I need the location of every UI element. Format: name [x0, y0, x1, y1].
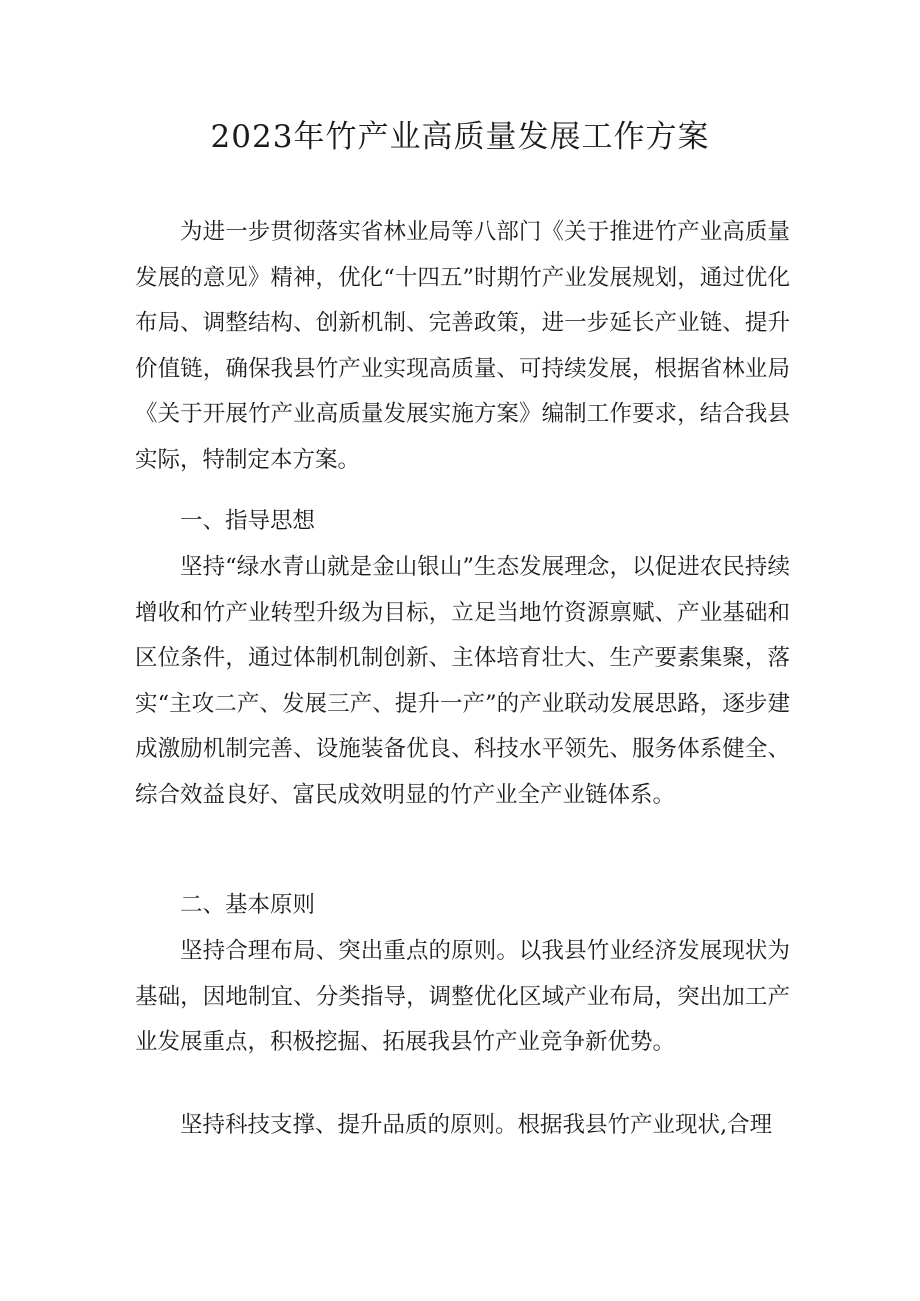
- intro-paragraph: 为进一步贯彻落实省林业局等八部门《关于推进竹产业高质量发展的意见》精神，优化“十四五”时期竹产业发展规划，通过优化布局、调整结构、创新机制、完善政策，进一步延长产业链、提升价值链，确保我县竹产业实现高质量、可持续发展，根据省林业局《关于开展竹产业高质量发展实施方案》编制工作要求，结合我县实际，特制定本方案。: [135, 219, 790, 473]
- section-1-paragraph: 坚持“绿水青山就是金山银山”生态发展理念，以促进农民持续增收和竹产业转型升级为目标，立足当地竹资源禀赋、产业基础和区位条件，通过体制机制创新、主体培育壮大、生产要素集聚，落实“主攻二产、发展三产、提升一产”的产业联动发展思路，逐步建成激励机制完善、设施装备优良、科技水平领先、服务体系健全、综合效益良好、富民成效明显的竹产业全产业链体系。: [135, 554, 790, 808]
- section-1-heading: 一、指导思想: [180, 508, 316, 534]
- section-2-heading: 二、基本原则: [180, 892, 316, 918]
- principle-1-paragraph: 坚持合理布局、突出重点的原则。以我县竹业经济发展现状为基础，因地制宜、分类指导，调整优化区域产业布局，突出加工产业发展重点，积极挖掘、拓展我县竹产业竞争新优势。: [135, 938, 790, 1055]
- principle-2-paragraph: 坚持科技支撑、提升品质的原则。根据我县竹产业现状,合理: [180, 1112, 773, 1138]
- document-title: 2023年竹产业高质量发展工作方案: [210, 119, 710, 155]
